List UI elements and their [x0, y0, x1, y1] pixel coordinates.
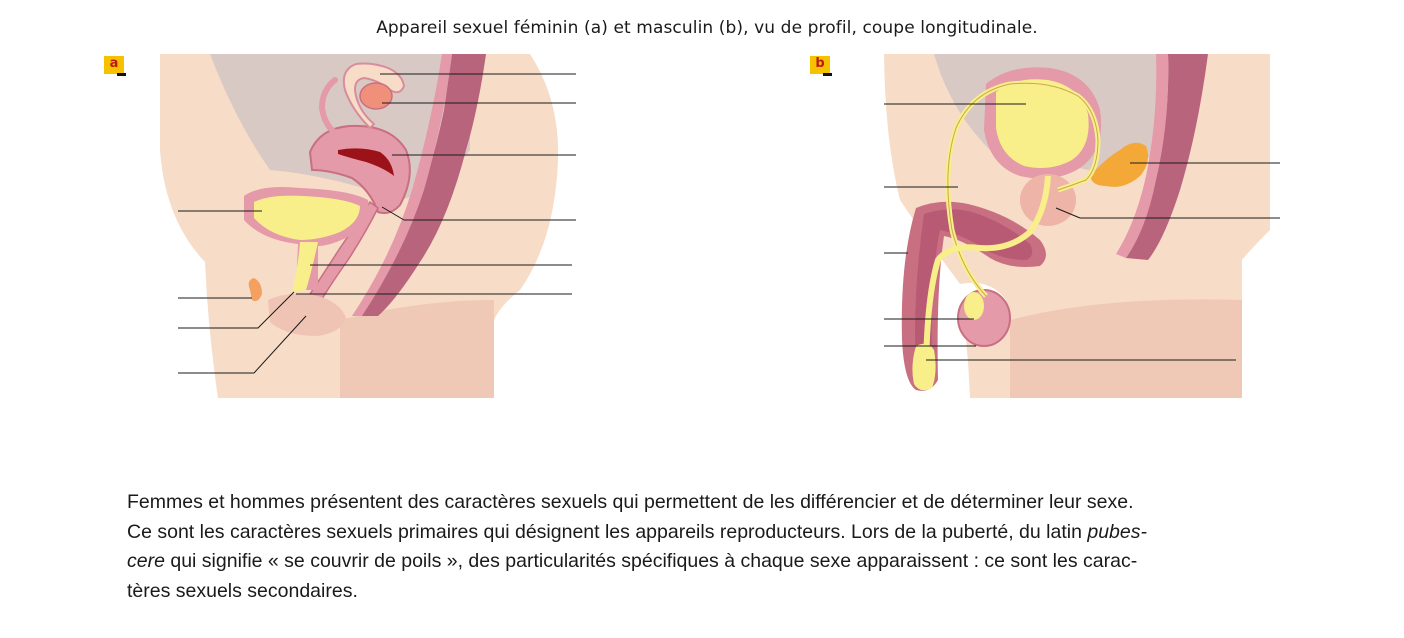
male-diagram	[884, 54, 1280, 398]
male-glans	[912, 344, 935, 391]
panel-a-label: a	[104, 56, 124, 74]
female-diagram	[160, 54, 576, 398]
body-line-2: Ce sont les caractères sexuels primaires qui désignent les appareils reproducteurs. Lors de la puberté, du latin pubes-	[127, 520, 1147, 543]
figure-title: Appareil sexuel féminin (a) et masculin (b), vu de profil, coupe longitudinale.	[376, 18, 1038, 38]
panel-b-label: b	[810, 56, 830, 74]
body-line-1: Femmes et hommes présentent des caractères sexuels qui permettent de les différencier et de déterminer leur sexe.	[127, 491, 1134, 513]
body-line-4: tères sexuels secondaires.	[127, 579, 358, 602]
female-ovary	[360, 83, 392, 109]
body-paragraph	[127, 488, 1287, 606]
male-thigh	[1010, 299, 1242, 398]
body-line-3: cere qui signifie « se couvrir de poils », des particularités spécifiques à chaque sexe apparaissent : ce sont les carac-	[127, 550, 1138, 572]
